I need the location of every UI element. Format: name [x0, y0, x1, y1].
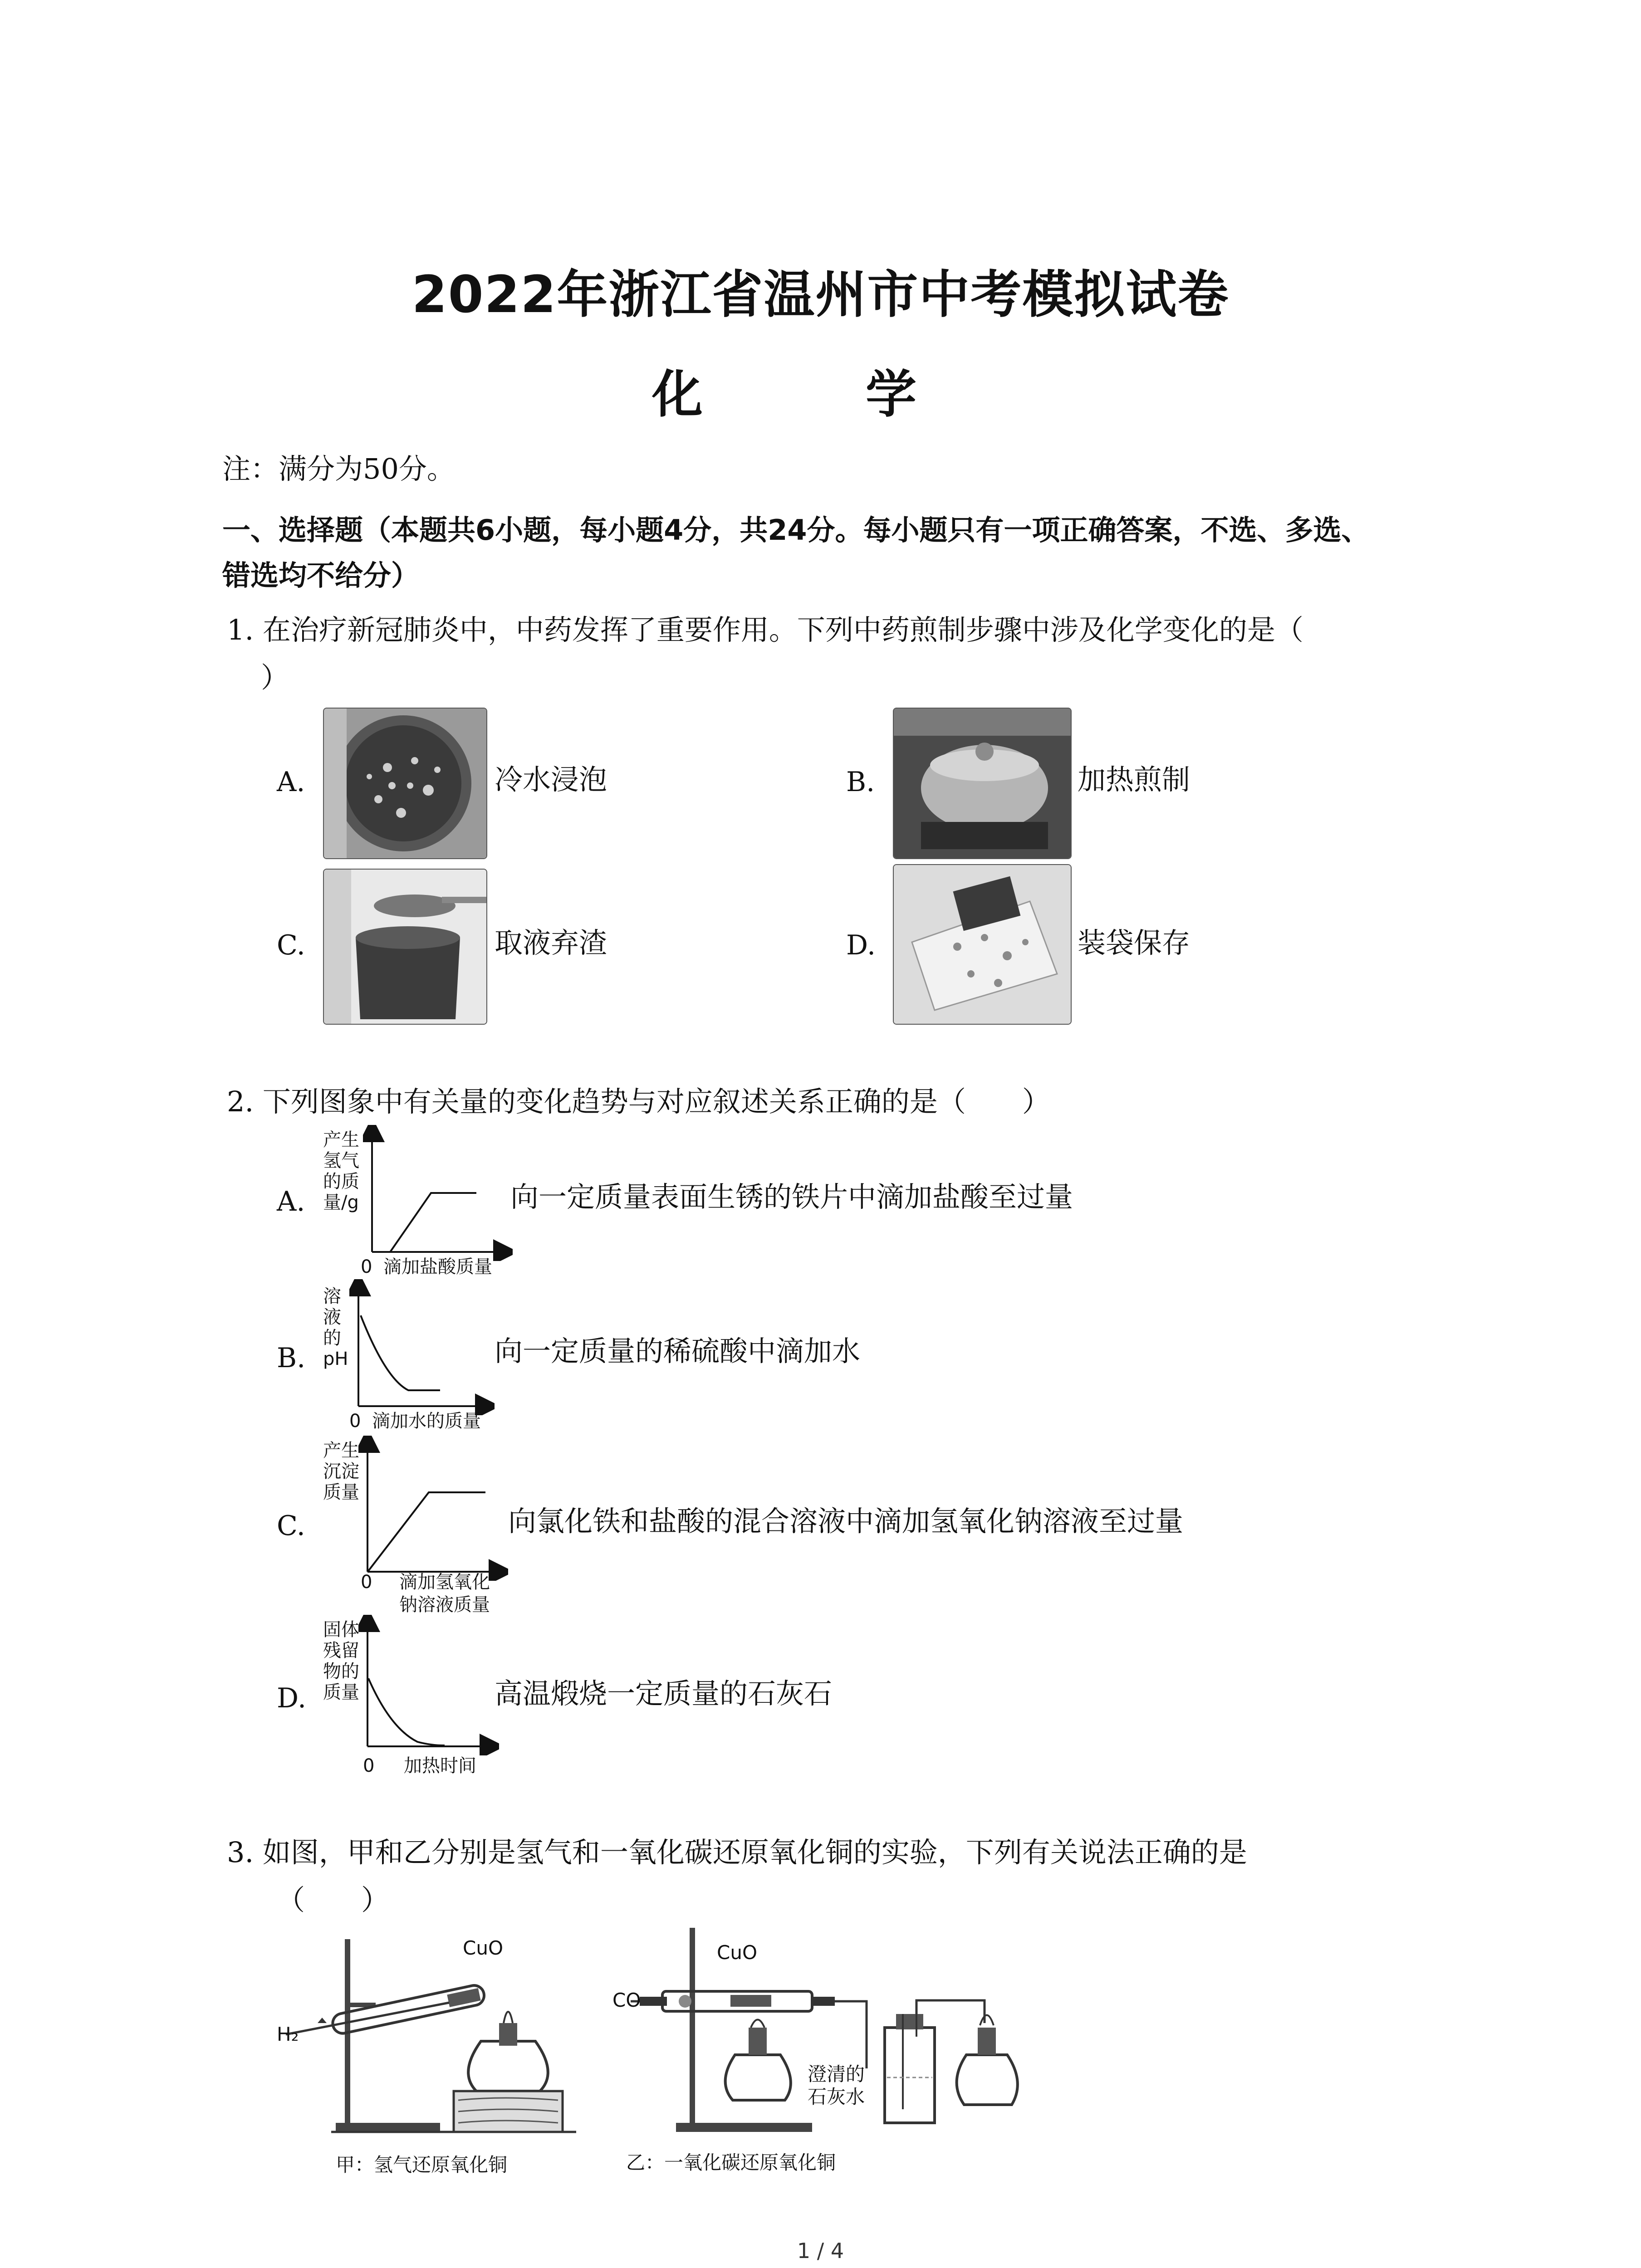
q1-option-a-letter: A. [277, 766, 305, 798]
q3-stem-line2: （ ） [277, 1883, 390, 1916]
heating-pot-icon [894, 709, 1071, 858]
q3-figure-hydrogen [268, 1932, 640, 2176]
soaking-herbs-photo [323, 708, 487, 859]
limewater-label-line1: 澄清的 [808, 2063, 865, 2085]
ladle-liquid-photo [323, 869, 487, 1025]
cuo-label-b: CuO [717, 1941, 758, 1964]
q2-b-xlabel: 滴加水的质量 [372, 1411, 481, 1432]
page-number: 1 / 4 [797, 2239, 844, 2263]
q1-stem-line2: ） [261, 661, 289, 694]
medicine-bag-photo [893, 864, 1072, 1025]
q2-c-graph [358, 1436, 508, 1581]
q2-option-b-letter: B. [277, 1342, 306, 1374]
q2-d-xlabel: 加热时间 [404, 1755, 476, 1776]
q2-a-graph [363, 1125, 513, 1261]
q1-option-b-text: 加热煎制 [1078, 763, 1190, 796]
ladle-liquid-icon [324, 870, 486, 1024]
q2-d-origin: 0 [363, 1755, 375, 1776]
q1-option-b-letter: B. [846, 766, 875, 798]
q2-a-origin: 0 [361, 1256, 372, 1277]
soaking-herbs-icon [324, 709, 486, 858]
q1-option-d-text: 装袋保存 [1078, 926, 1190, 959]
fig-b-caption: 乙：一氧化碳还原氧化铜 [626, 2151, 836, 2174]
q2-option-d-text: 高温煅烧一定质量的石灰石 [495, 1677, 833, 1710]
q2-c-xlabel-line1: 滴加氢氧化 [399, 1572, 490, 1593]
exam-title: 2022年浙江省温州市中考模拟试卷 [411, 265, 1230, 324]
q1-stem-line1: 1. 在治疗新冠肺炎中，中药发挥了重要作用。下列中药煎制步骤中涉及化学变化的是（ [227, 613, 1303, 646]
q2-a-ylabel: 产生 氢气 的质 量/g [323, 1129, 359, 1213]
q2-d-ylabel: 固体 残留 物的 质量 [323, 1619, 359, 1703]
co-apparatus-icon [612, 1919, 1039, 2146]
cuo-label-a: CuO [463, 1937, 504, 1959]
q2-option-a-text: 向一定质量表面生锈的铁片中滴加盐酸至过量 [510, 1180, 1073, 1213]
subject-title: 化 学 [652, 365, 989, 424]
q2-option-d-letter: D. [277, 1682, 307, 1714]
medicine-bag-icon [894, 865, 1071, 1024]
q1-option-c-text: 取液弃渣 [495, 926, 607, 959]
q2-c-xlabel-line2: 钠溶液质量 [399, 1594, 490, 1615]
heating-pot-photo [893, 708, 1072, 859]
q1-option-c-letter: C. [277, 929, 305, 961]
q2-option-a-letter: A. [277, 1186, 305, 1217]
section-heading-line2: 错选均不给分） [222, 559, 420, 592]
q2-c-ylabel: 产生 沉淀 质量 [323, 1440, 359, 1503]
hydrogen-apparatus-icon [268, 1932, 640, 2141]
hydrogen-label: H₂ [277, 2023, 299, 2045]
q2-option-c-letter: C. [277, 1510, 305, 1542]
q2-option-b-text: 向一定质量的稀硫酸中滴加水 [495, 1334, 861, 1368]
q2-option-c-text: 向氯化铁和盐酸的混合溶液中滴加氢氧化钠溶液至过量 [508, 1505, 1184, 1538]
co-label: CO [612, 1989, 641, 2011]
score-note: 注：满分为50分。 [222, 452, 455, 485]
section-heading-line1: 一、选择题（本题共6小题，每小题4分，共24分。每小题只有一项正确答案，不选、多选、 [222, 513, 1370, 547]
q2-b-origin: 0 [349, 1411, 361, 1432]
q2-d-graph [358, 1615, 499, 1755]
q2-b-graph [349, 1279, 495, 1415]
q2-b-ylabel: 溶 液 的 pH [323, 1286, 348, 1369]
q1-option-d-letter: D. [846, 929, 876, 961]
q2-a-xlabel: 滴加盐酸质量 [383, 1256, 492, 1277]
q1-option-a-text: 冷水浸泡 [495, 763, 607, 796]
fig-a-caption: 甲：氢气还原氧化铜 [336, 2154, 508, 2176]
q3-figure-co [612, 1919, 1039, 2173]
q2-c-origin: 0 [361, 1572, 372, 1593]
q2-stem: 2. 下列图象中有关量的变化趋势与对应叙述关系正确的是（ ） [227, 1085, 1050, 1118]
q3-stem-line1: 3. 如图，甲和乙分别是氢气和一氧化碳还原氧化铜的实验，下列有关说法正确的是 [227, 1836, 1247, 1869]
limewater-label-line2: 石灰水 [808, 2086, 865, 2108]
